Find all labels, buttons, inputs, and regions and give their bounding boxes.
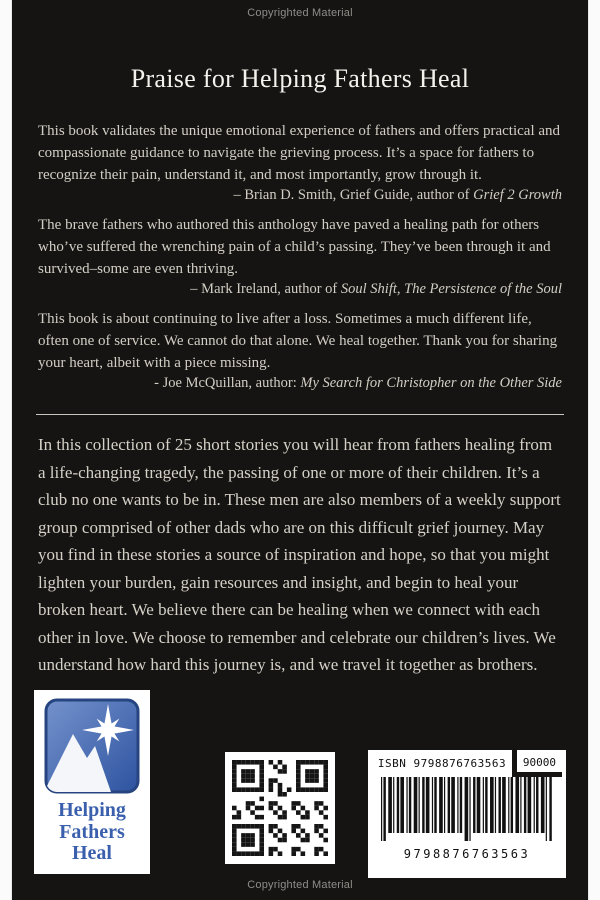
- quote-text: This book validates the unique emotional experience of fathers and offers practical and compassionate guidance to navigate the grieving process. It’s a space for fathers to recognize their pain, understand it, and most importantly, grow through it.: [38, 123, 561, 184]
- barcode: [368, 750, 566, 878]
- attribution-work-title: My Search for Christopher on the Other Side: [300, 375, 562, 392]
- publisher-logo-text: [38, 800, 146, 865]
- publisher-logo: [34, 690, 150, 874]
- attribution-prefix: - Joe McQuillan, author:: [154, 375, 301, 392]
- book-description: In this collection of 25 short stories you will hear from fathers healing from a life-changing tragedy, the passing of one or more of their children. It’s a club no one wants to be in. These men are also members of a weekly support group comprised of other dads who are on this difficult grief journey. May you find in these stories a source of inspiration and hope, so that you might lighten your burden, gain resources and insight, and begin to heal your broken heart. We believe there can be healing when we connect with each other in love. We choose to remember and celebrate our children’s lives. We understand how hard this journey is, and we travel it together as brothers.: [38, 435, 561, 675]
- qr-code-icon: [225, 752, 335, 864]
- barcode-price-code: 90000: [512, 750, 562, 777]
- quote-attribution: [38, 281, 562, 298]
- page-margin-left: [0, 0, 12, 900]
- quote-attribution: [38, 375, 562, 392]
- attribution-prefix: – Brian D. Smith, Grief Guide, author of: [233, 187, 474, 204]
- endorsement-quotes: [38, 120, 562, 402]
- barcode-number: 9798876763563: [403, 847, 531, 861]
- attribution-work-title: Grief 2 Growth: [473, 187, 562, 204]
- isbn-label: ISBN 9798876763563: [377, 757, 507, 770]
- quote-text: This book is about continuing to live after a loss. Sometimes a much different life, often one of service. We cannot do that alone. We heal together. Thank you for sharing your heart, albeit with a piece missing.: [38, 311, 558, 372]
- logo-line-2: Fathers Heal: [59, 820, 125, 865]
- endorsement-quote: [38, 120, 562, 204]
- mountain-star-logo-icon: [38, 696, 146, 796]
- attribution-work-title: Soul Shift, The Persistence of the Soul: [340, 281, 562, 298]
- endorsement-quote: [38, 214, 562, 298]
- endorsement-quote: [38, 308, 562, 392]
- logo-line-1: Helping: [58, 799, 126, 822]
- page-margin-right: [588, 0, 600, 900]
- book-back-cover: [12, 0, 588, 900]
- quote-text: The brave fathers who authored this anthology have paved a healing path for others who’ve suffered the wrenching pain of a child’s passing. They’ve been through it and survived–some are even thriving.: [38, 217, 551, 278]
- quote-attribution: [38, 187, 562, 204]
- attribution-prefix: – Mark Ireland, author of: [190, 281, 341, 298]
- divider: [36, 414, 564, 415]
- page-title: Praise for Helping Fathers Heal: [130, 64, 470, 93]
- copyright-notice-bottom: Copyrighted Material: [247, 879, 353, 891]
- barcode-bars: [368, 777, 566, 846]
- copyright-notice-top: Copyrighted Material: [247, 7, 353, 19]
